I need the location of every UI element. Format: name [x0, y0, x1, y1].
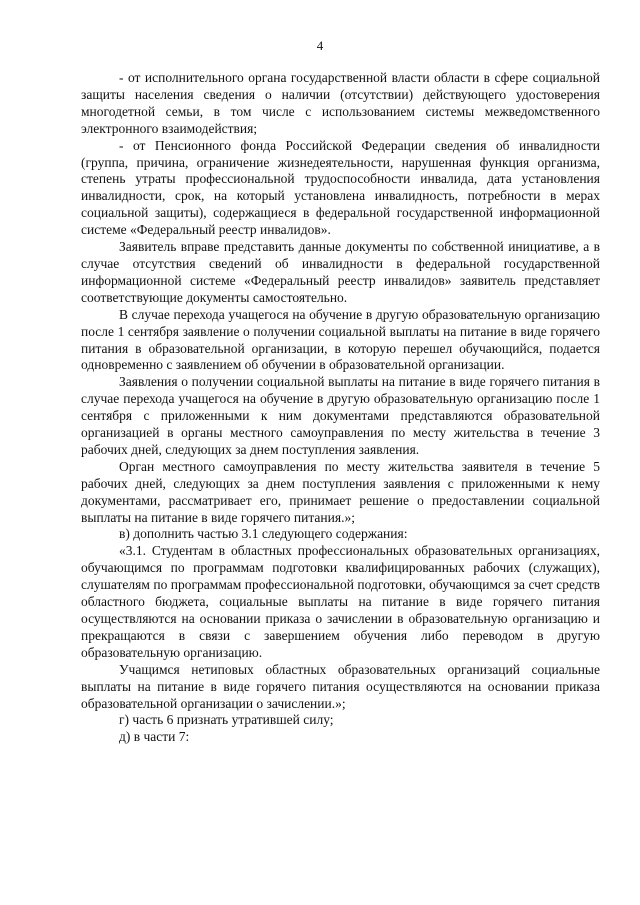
paragraph-section-3-1: «3.1. Студентам в областных профессиональных образовательных организациях, обучающимся по программам подготовки квалифицированных рабочих (служащих), слушателям по программам профессиональной подготовки, обучающимся за счет средств областного бюджета, социальные выплаты на питание в виде горячего питания осуществляются на основании приказа о зачислении в образовательную организацию и прекращаются в связи с завершением обучения либо переводом в другую образовательную организацию.	[81, 543, 600, 660]
document-body	[81, 70, 600, 746]
paragraph-amendment-g: г) часть 6 признать утратившей силу;	[119, 712, 334, 728]
paragraph-social-protection-info: - от исполнительного органа государственной власти области в сфере социальной защиты населения сведения о наличии (отсутствии) действующего удостоверения многодетной семьи, в том числе с использованием системы межведомственного электронного взаимодействия;	[81, 70, 600, 136]
page-number: 4	[316, 38, 324, 53]
paragraph-amendment-d: д) в части 7:	[119, 729, 190, 745]
paragraph-transfer-application: В случае перехода учащегося на обучение в другую образовательную организацию после 1 сентября заявление о получении социальной выплаты на питание в виде горячего питания в образовательной организации, в которую перешел обучающийся, подается одновременно с заявлением об обучении в образовательной организации.	[81, 306, 600, 373]
paragraph-amendment-v: в) дополнить частью 3.1 следующего содержания:	[119, 526, 408, 542]
paragraph-applicant-right: Заявитель вправе представить данные документы по собственной инициативе, а в случае отсутствия сведений об инвалидности в федеральной государственной информационной системе «Федеральный реестр инвалидов» заявитель представляет соответствующие документы самостоятельно.	[81, 239, 600, 305]
paragraph-pension-fund-info: - от Пенсионного фонда Российской Федерации сведения об инвалидности (группа, причина, ограничение жизнедеятельности, нарушенная функция организма, степень утраты профессиональной трудоспособности инвалида, дата установления инвалидности, срок, на который установлена инвалидность, потребности в мерах социальной защиты), содержащиеся в федеральной государственной информационной системе «Федеральный реестр инвалидов».	[81, 137, 600, 238]
paragraph-atypical-schools: Учащимся нетиповых областных образовательных организаций социальные выплаты на питание в виде горячего питания осуществляются на основании приказа образовательной организации о зачислении.»;	[81, 661, 600, 711]
paragraph-local-authority-decision: Орган местного самоуправления по месту жительства заявителя в течение 5 рабочих дней, следующих за днем поступления заявления с приложенными к нему документами, рассматривает его, принимает решение о предоставлении социальной выплаты на питание в виде горячего питания.»;	[81, 458, 600, 525]
paragraph-applications-submission: Заявления о получении социальной выплаты на питание в виде горячего питания в случае перехода учащегося на обучение в другую образовательную организацию после 1 сентября с приложенными к ним документами представляются образовательной организацией в органы местного самоуправления по месту жительства в течение 3 рабочих дней, следующих за днем поступления заявления.	[81, 374, 600, 457]
